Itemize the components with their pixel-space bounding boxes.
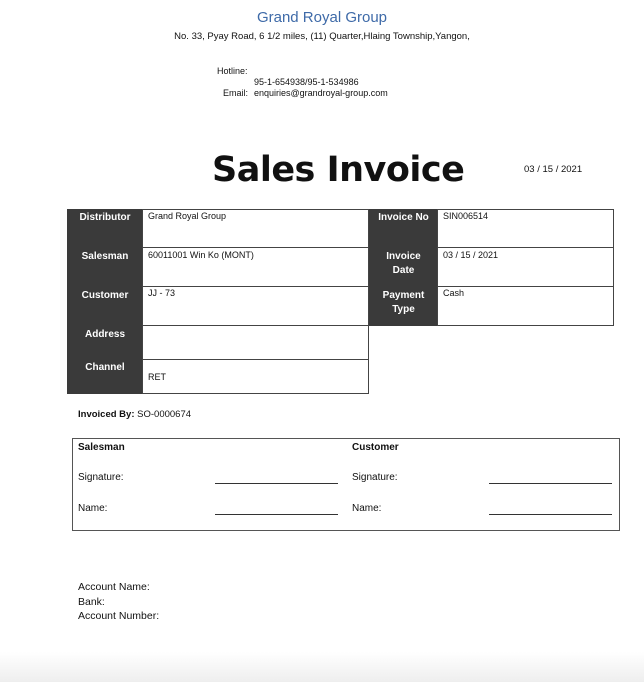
- distributor-value: Grand Royal Group: [142, 209, 369, 248]
- bank-label: Bank:: [78, 596, 105, 608]
- hotline-label: Hotline:: [217, 66, 248, 76]
- page-footer-shadow: [0, 652, 644, 682]
- customer-value: JJ - 73: [142, 286, 369, 326]
- address-label: Address: [67, 326, 143, 360]
- salesman-signature-heading: Salesman: [78, 442, 125, 453]
- document-date: 03 / 15 / 2021: [524, 164, 583, 175]
- address-value: [142, 325, 369, 360]
- invoice-no-label: Invoice No: [369, 209, 438, 248]
- customer-label: Customer: [67, 287, 143, 326]
- hotline-value: 95-1-654938/95-1-534986: [254, 77, 359, 87]
- invoiced-by: [78, 409, 191, 420]
- document-title: Sales Invoice: [212, 150, 465, 190]
- invoiced-by-label: Invoiced By:: [78, 409, 135, 420]
- email-value: enquiries@grandroyal-group.com: [254, 88, 388, 98]
- salesman-label: Salesman: [67, 248, 143, 287]
- salesman-name-line[interactable]: [215, 514, 338, 515]
- invoice-date-label: Invoice Date: [369, 248, 438, 287]
- account-number-label: Account Number:: [78, 610, 160, 622]
- customer-signature-heading: Customer: [352, 442, 399, 453]
- customer-signature-label: Signature:: [352, 472, 398, 483]
- signature-box: [72, 438, 620, 531]
- channel-label: Channel: [67, 360, 143, 394]
- customer-name-line[interactable]: [489, 514, 612, 515]
- account-name-label: Account Name:: [78, 581, 150, 593]
- distributor-label: Distributor: [67, 209, 143, 248]
- customer-name-label: Name:: [352, 503, 382, 514]
- company-name: Grand Royal Group: [256, 9, 388, 26]
- channel-value: RET: [142, 359, 369, 394]
- payment-type-label: Payment Type: [369, 287, 438, 326]
- invoice-no-value: SIN006514: [437, 209, 614, 248]
- company-address: No. 33, Pyay Road, 6 1/2 miles, (11) Quarter,Hlaing Township,Yangon,: [174, 31, 470, 42]
- salesman-signature-label: Signature:: [78, 472, 124, 483]
- invoiced-by-value: SO-0000674: [137, 409, 192, 420]
- salesman-value: 60011001 Win Ko (MONT): [142, 247, 369, 287]
- customer-signature-line[interactable]: [489, 483, 612, 484]
- salesman-name-label: Name:: [78, 503, 108, 514]
- invoice-date-value: 03 / 15 / 2021: [437, 247, 614, 287]
- email-label: Email:: [223, 88, 249, 98]
- salesman-signature-line[interactable]: [215, 483, 338, 484]
- payment-type-value: Cash: [437, 286, 614, 326]
